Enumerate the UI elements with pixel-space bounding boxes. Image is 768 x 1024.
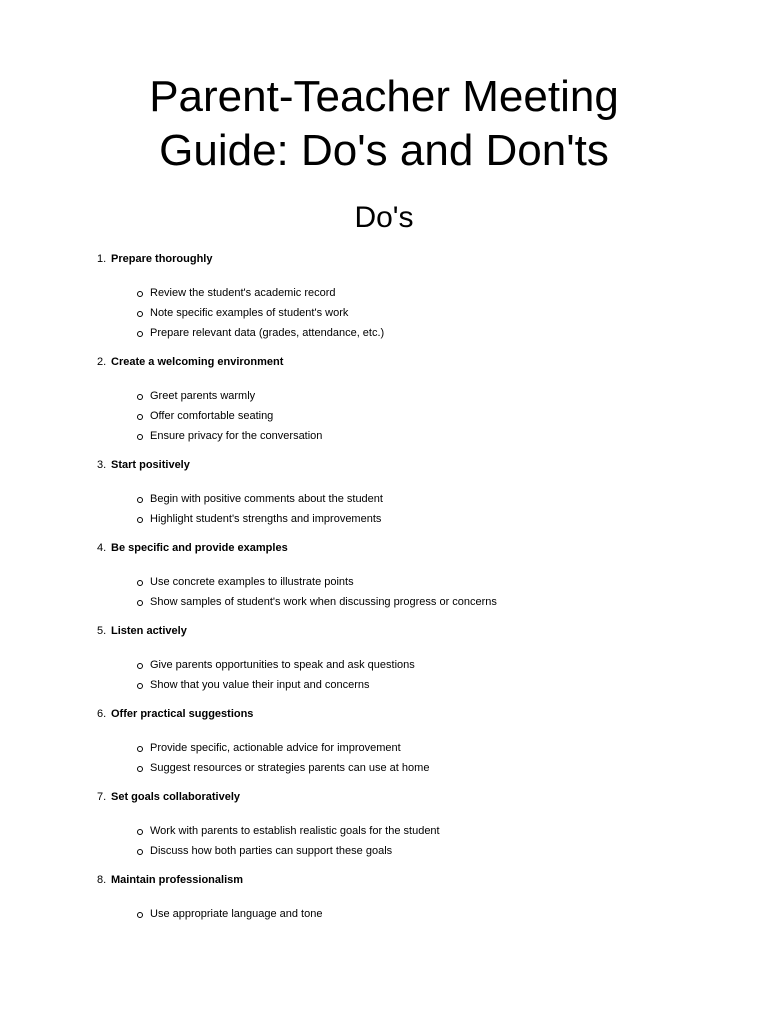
sub-list [111,389,768,443]
sub-list [111,286,768,340]
list-item [97,458,768,526]
step-title: Create a welcoming environment [111,356,284,368]
list-item [97,873,768,921]
list-item [97,541,768,609]
sub-list-item: Prepare relevant data (grades, attendance, etc.) [150,326,768,340]
list-item [97,252,768,340]
sub-list-item: Discuss how both parties can support these goals [150,844,768,858]
sub-list [111,492,768,526]
step-title: Maintain professionalism [111,874,244,886]
step-title: Listen actively [111,625,187,637]
sub-list-item: Note specific examples of student's work [150,306,768,320]
sub-list-item: Show that you value their input and concerns [150,678,768,692]
step-title: Be specific and provide examples [111,542,288,554]
section-heading-dos: Do's [354,201,414,234]
list-item [97,624,768,692]
list-item [97,790,768,858]
sub-list-item: Ensure privacy for the conversation [150,429,768,443]
sub-list-item: Work with parents to establish realistic goals for the student [150,824,768,838]
step-number: 3. [97,459,107,471]
sub-list [111,741,768,775]
step-number: 4. [97,542,107,554]
sub-list [111,824,768,858]
step-number: 6. [97,708,107,720]
sub-list-item: Highlight student's strengths and improvements [150,512,768,526]
dos-list [0,252,768,921]
sub-list [111,575,768,609]
step-title: Prepare thoroughly [111,253,213,265]
step-title: Offer practical suggestions [111,708,254,720]
step-number: 7. [97,791,107,803]
step-title: Start positively [111,459,190,471]
page-title: Parent-Teacher Meeting Guide: Do's and Don'ts [149,72,619,175]
list-item [97,355,768,443]
step-number: 1. [97,253,107,265]
sub-list-item: Offer comfortable seating [150,409,768,423]
sub-list [111,907,768,921]
sub-list-item: Use concrete examples to illustrate points [150,575,768,589]
sub-list-item: Begin with positive comments about the student [150,492,768,506]
sub-list-item: Provide specific, actionable advice for improvement [150,741,768,755]
sub-list [111,658,768,692]
step-number: 5. [97,625,107,637]
sub-list-item: Review the student's academic record [150,286,768,300]
sub-list-item: Suggest resources or strategies parents can use at home [150,761,768,775]
step-title: Set goals collaboratively [111,791,240,803]
sub-list-item: Show samples of student's work when discussing progress or concerns [150,595,768,609]
list-item [97,707,768,775]
sub-list-item: Give parents opportunities to speak and ask questions [150,658,768,672]
step-number: 8. [97,874,107,886]
step-number: 2. [97,356,107,368]
sub-list-item: Use appropriate language and tone [150,907,768,921]
sub-list-item: Greet parents warmly [150,389,768,403]
